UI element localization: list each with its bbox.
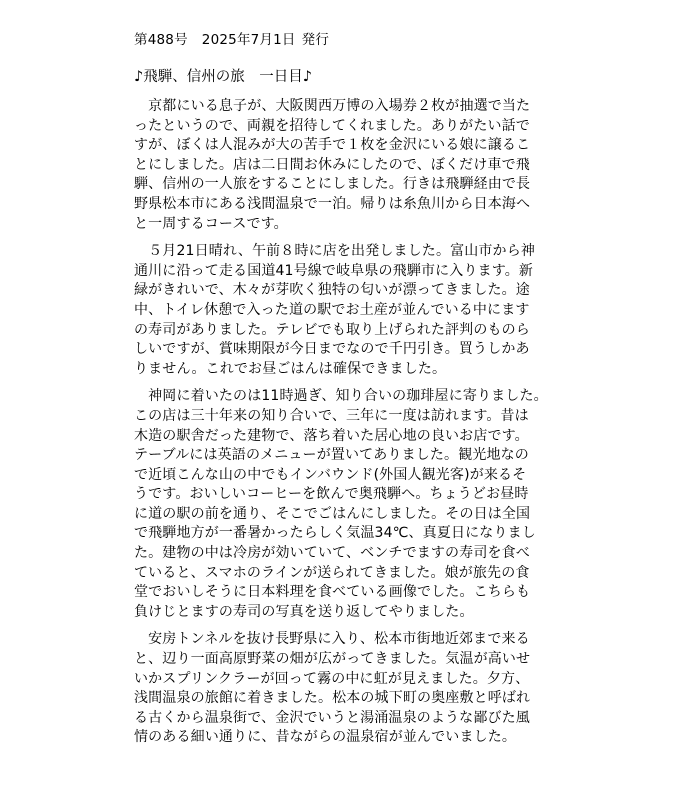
issue-header xyxy=(134,30,700,50)
text-line: この店は三十年来の知り合いで、三年に一度は訪れます。昔は xyxy=(134,407,529,424)
article-title: ♪飛騨、信州の旅 一日目♪ xyxy=(134,69,313,85)
text-line: で近頃こんな山の中でもインバウンド(外国人観光客)が来るそ xyxy=(134,466,527,483)
text-line: テーブルには英語のメニューが置いてありました。観光地なの xyxy=(134,447,529,464)
text-line: 堂でおいしそうに日本料理を食べている画像でした。こちらも xyxy=(134,584,531,601)
text-line: と、辺り一面高原野菜の畑が広がってきました。気温が高いせ xyxy=(134,651,531,668)
issue-label: 発行 xyxy=(301,32,330,48)
text-line: 騨、信州の一人旅をすることにしました。行きは飛騨経由で長 xyxy=(134,176,531,193)
text-line: で飛騨地方が一番暑かったらしく気温34℃、真夏日になりまし xyxy=(134,525,536,542)
article-body xyxy=(134,97,576,748)
text-line: 通川に沿って走る国道41号線で岐阜県の飛騨市に入ります。新 xyxy=(134,262,534,279)
text-line: 中、トイレ休憩で入った道の駅でお土産が並んでいる中にます xyxy=(134,301,530,318)
paragraph-3 xyxy=(134,387,576,622)
text-line: 野県松本市にある浅間温泉で一泊。帰りは糸魚川から日本海へ xyxy=(134,195,531,212)
text-line: とにしました。店は二日間お休みにしたので、ぼくだけ車で飛 xyxy=(134,156,530,173)
issue-date: 2025年7月1日 xyxy=(201,32,296,48)
text-line: ていると、スマホのラインが送られてきました。娘が旅先の食 xyxy=(134,564,530,581)
text-line: に道の駅の前を通り、そこでごはんにしました。その日は全国 xyxy=(134,505,531,522)
paragraph-4 xyxy=(134,630,576,748)
issue-number: 第488号 xyxy=(134,32,188,48)
paragraph-2 xyxy=(134,242,576,379)
text-line: た。建物の中は冷房が効いていて、ベンチでますの寿司を食べ xyxy=(134,545,530,562)
text-line: 浅間温泉の旅館に着きました。松本の城下町の奥座敷と呼ばれ xyxy=(134,690,531,707)
paragraph-1 xyxy=(134,97,576,234)
text-line: 安房トンネルを抜け長野県に入り、松本市街地近郊まで来る xyxy=(134,631,530,648)
text-line: 負けじとますの寿司の写真を送り返してやりました。 xyxy=(134,603,474,620)
text-line: 木造の駅舎だった建物で、落ち着いた居心地の良いお店です。 xyxy=(134,427,529,444)
text-line: と一周するコースです。 xyxy=(134,215,288,232)
text-line: ５月21日晴れ、午前８時に店を出発しました。富山市から神 xyxy=(134,243,536,260)
text-line: 京都にいる息子が、大阪関西万博の入場券２枚が抽選で当た xyxy=(134,98,531,114)
text-line: 緑がきれいで、木々が芽吹く独特の匂いが漂ってきました。途 xyxy=(134,282,530,299)
text-line: る古くから温泉街で、金沢でいうと湯涌温泉のような鄙びた風 xyxy=(134,709,530,726)
text-line: 情のある細い通りに、昔ながらの温泉宿が並んでいました。 xyxy=(134,729,517,746)
text-line: うです。おいしいコーヒーを飲んで奥飛騨へ。ちょうどお昼時 xyxy=(134,486,529,503)
text-line: ったというので、両親を招待してくれました。ありがたい話で xyxy=(134,117,530,134)
text-line: すが、ぼくは人混みが大の苦手で１枚を金沢にいる娘に譲るこ xyxy=(134,137,531,154)
text-line: の寿司がありました。テレビでも取り上げられた評判のものら xyxy=(134,321,530,338)
text-line: 神岡に着いたのは11時過ぎ、知り合いの珈琲屋に寄りました。 xyxy=(134,388,548,405)
text-line: しいですが、賞味期限が今日までなので千円引き。買うしかあ xyxy=(134,341,530,358)
text-line: りません。これでお昼ごはんは確保できました。 xyxy=(134,360,447,377)
text-line: いかスプリンクラーが回って霧の中に虹が見えました。夕方、 xyxy=(134,670,530,687)
